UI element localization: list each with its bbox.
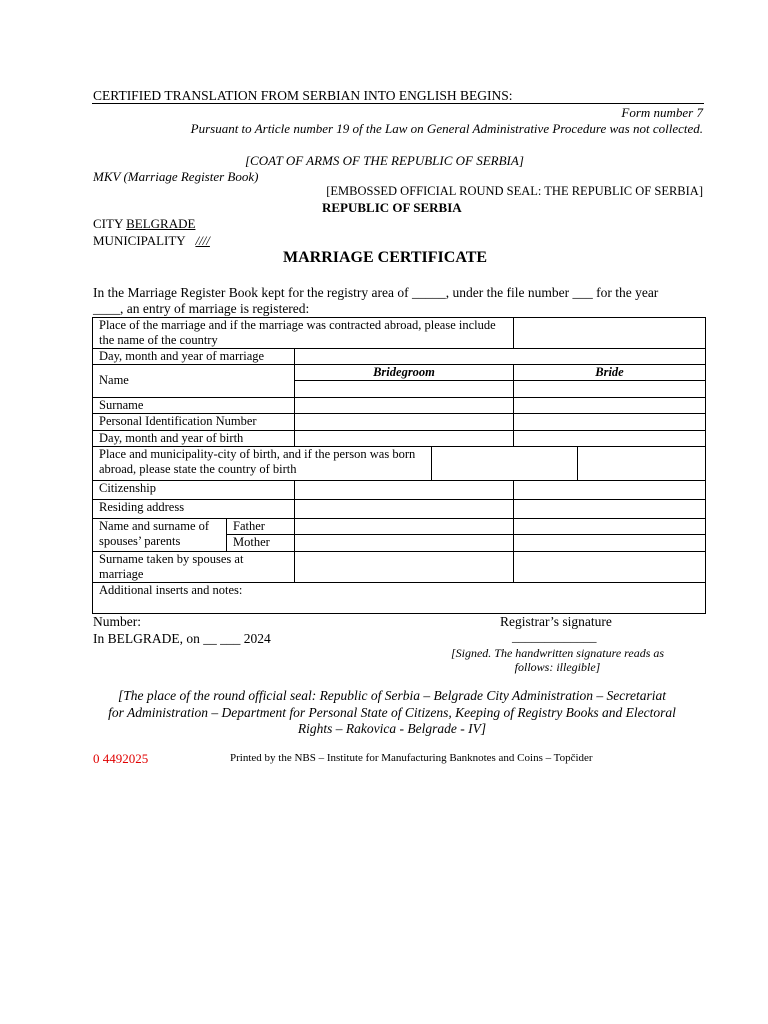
citizenship-label: Citizenship <box>99 481 156 495</box>
municipality-value: //// <box>195 233 210 248</box>
city-value: BELGRADE <box>126 216 196 231</box>
republic-label: REPUBLIC OF SERBIA <box>322 200 462 215</box>
serial-number: 0 4492025 <box>93 751 149 766</box>
printed-by-note: Printed by the NBS – Institute for Manufacturing Banknotes and Coins – Topčider <box>230 752 593 764</box>
seal-note: [EMBOSSED OFFICIAL ROUND SEAL: THE REPUBLIC OF SERBIA] <box>326 184 703 198</box>
header-rule <box>92 103 704 104</box>
page-title: MARRIAGE CERTIFICATE <box>283 249 488 266</box>
place-of-marriage-label: Place of the marriage and if the marriage was contracted abroad, please include the name of the country <box>99 318 496 347</box>
bride-header: Bride <box>595 365 624 379</box>
signed-note-1: [Signed. The handwritten signature reads as <box>450 646 665 660</box>
number-label: Number: <box>93 614 141 629</box>
signed-note-2: follows: illegible] <box>514 660 601 674</box>
coat-of-arms-note: [COAT OF ARMS OF THE REPUBLIC OF SERBIA] <box>245 153 524 168</box>
seal-place-line-1: [The place of the round official seal: Republic of Serbia – Belgrade City Administration – Secretariat <box>117 688 667 703</box>
translation-note: CERTIFIED TRANSLATION FROM SERBIAN INTO ENGLISH BEGINS: <box>93 88 513 103</box>
municipality-label: MUNICIPALITY <box>93 233 186 248</box>
mother-label: Mother <box>233 535 270 549</box>
surname-taken-label: Surname taken by spouses at marriage <box>99 552 244 581</box>
place-of-birth-label: Place and municipality-city of birth, and if the person was born abroad, please state the country of birth <box>99 447 416 476</box>
intro-line-2: ____, an entry of marriage is registered: <box>93 301 310 316</box>
place-date: In BELGRADE, on __ ___ 2024 <box>93 631 271 646</box>
pursuant-note: Pursuant to Article number 19 of the Law on General Administrative Procedure was not collected. <box>190 121 703 136</box>
municipality-line <box>93 233 210 248</box>
city-label: CITY <box>93 216 123 231</box>
seal-place-line-2: for Administration – Department for Personal State of Citizens, Keeping of Registry Books and Electoral <box>108 705 676 720</box>
city-line <box>93 216 195 231</box>
additional-notes-label: Additional inserts and notes: <box>99 583 243 597</box>
name-label: Name <box>99 373 129 387</box>
father-label: Father <box>233 519 265 533</box>
parents-label: Name and surname of spouses’ parents <box>99 519 210 548</box>
intro-line-1: In the Marriage Register Book kept for the registry area of _____, under the file number ___ for the year <box>93 285 659 300</box>
dob-label: Day, month and year of birth <box>99 431 244 445</box>
bridegroom-header: Bridegroom <box>373 365 435 379</box>
seal-place-line-3: Rights – Rakovica - Belgrade - IV] <box>297 721 487 736</box>
form-number: Form number 7 <box>621 105 703 120</box>
residing-address-label: Residing address <box>99 500 185 514</box>
marriage-form-table <box>92 317 706 614</box>
register-book-label: MKV (Marriage Register Book) <box>93 169 259 184</box>
pin-label: Personal Identification Number <box>99 414 257 428</box>
registrar-signature-label: Registrar’s signature <box>500 614 612 629</box>
date-of-marriage-label: Day, month and year of marriage <box>99 349 265 363</box>
surname-label: Surname <box>99 398 144 412</box>
signature-line: _____________ <box>512 629 597 644</box>
